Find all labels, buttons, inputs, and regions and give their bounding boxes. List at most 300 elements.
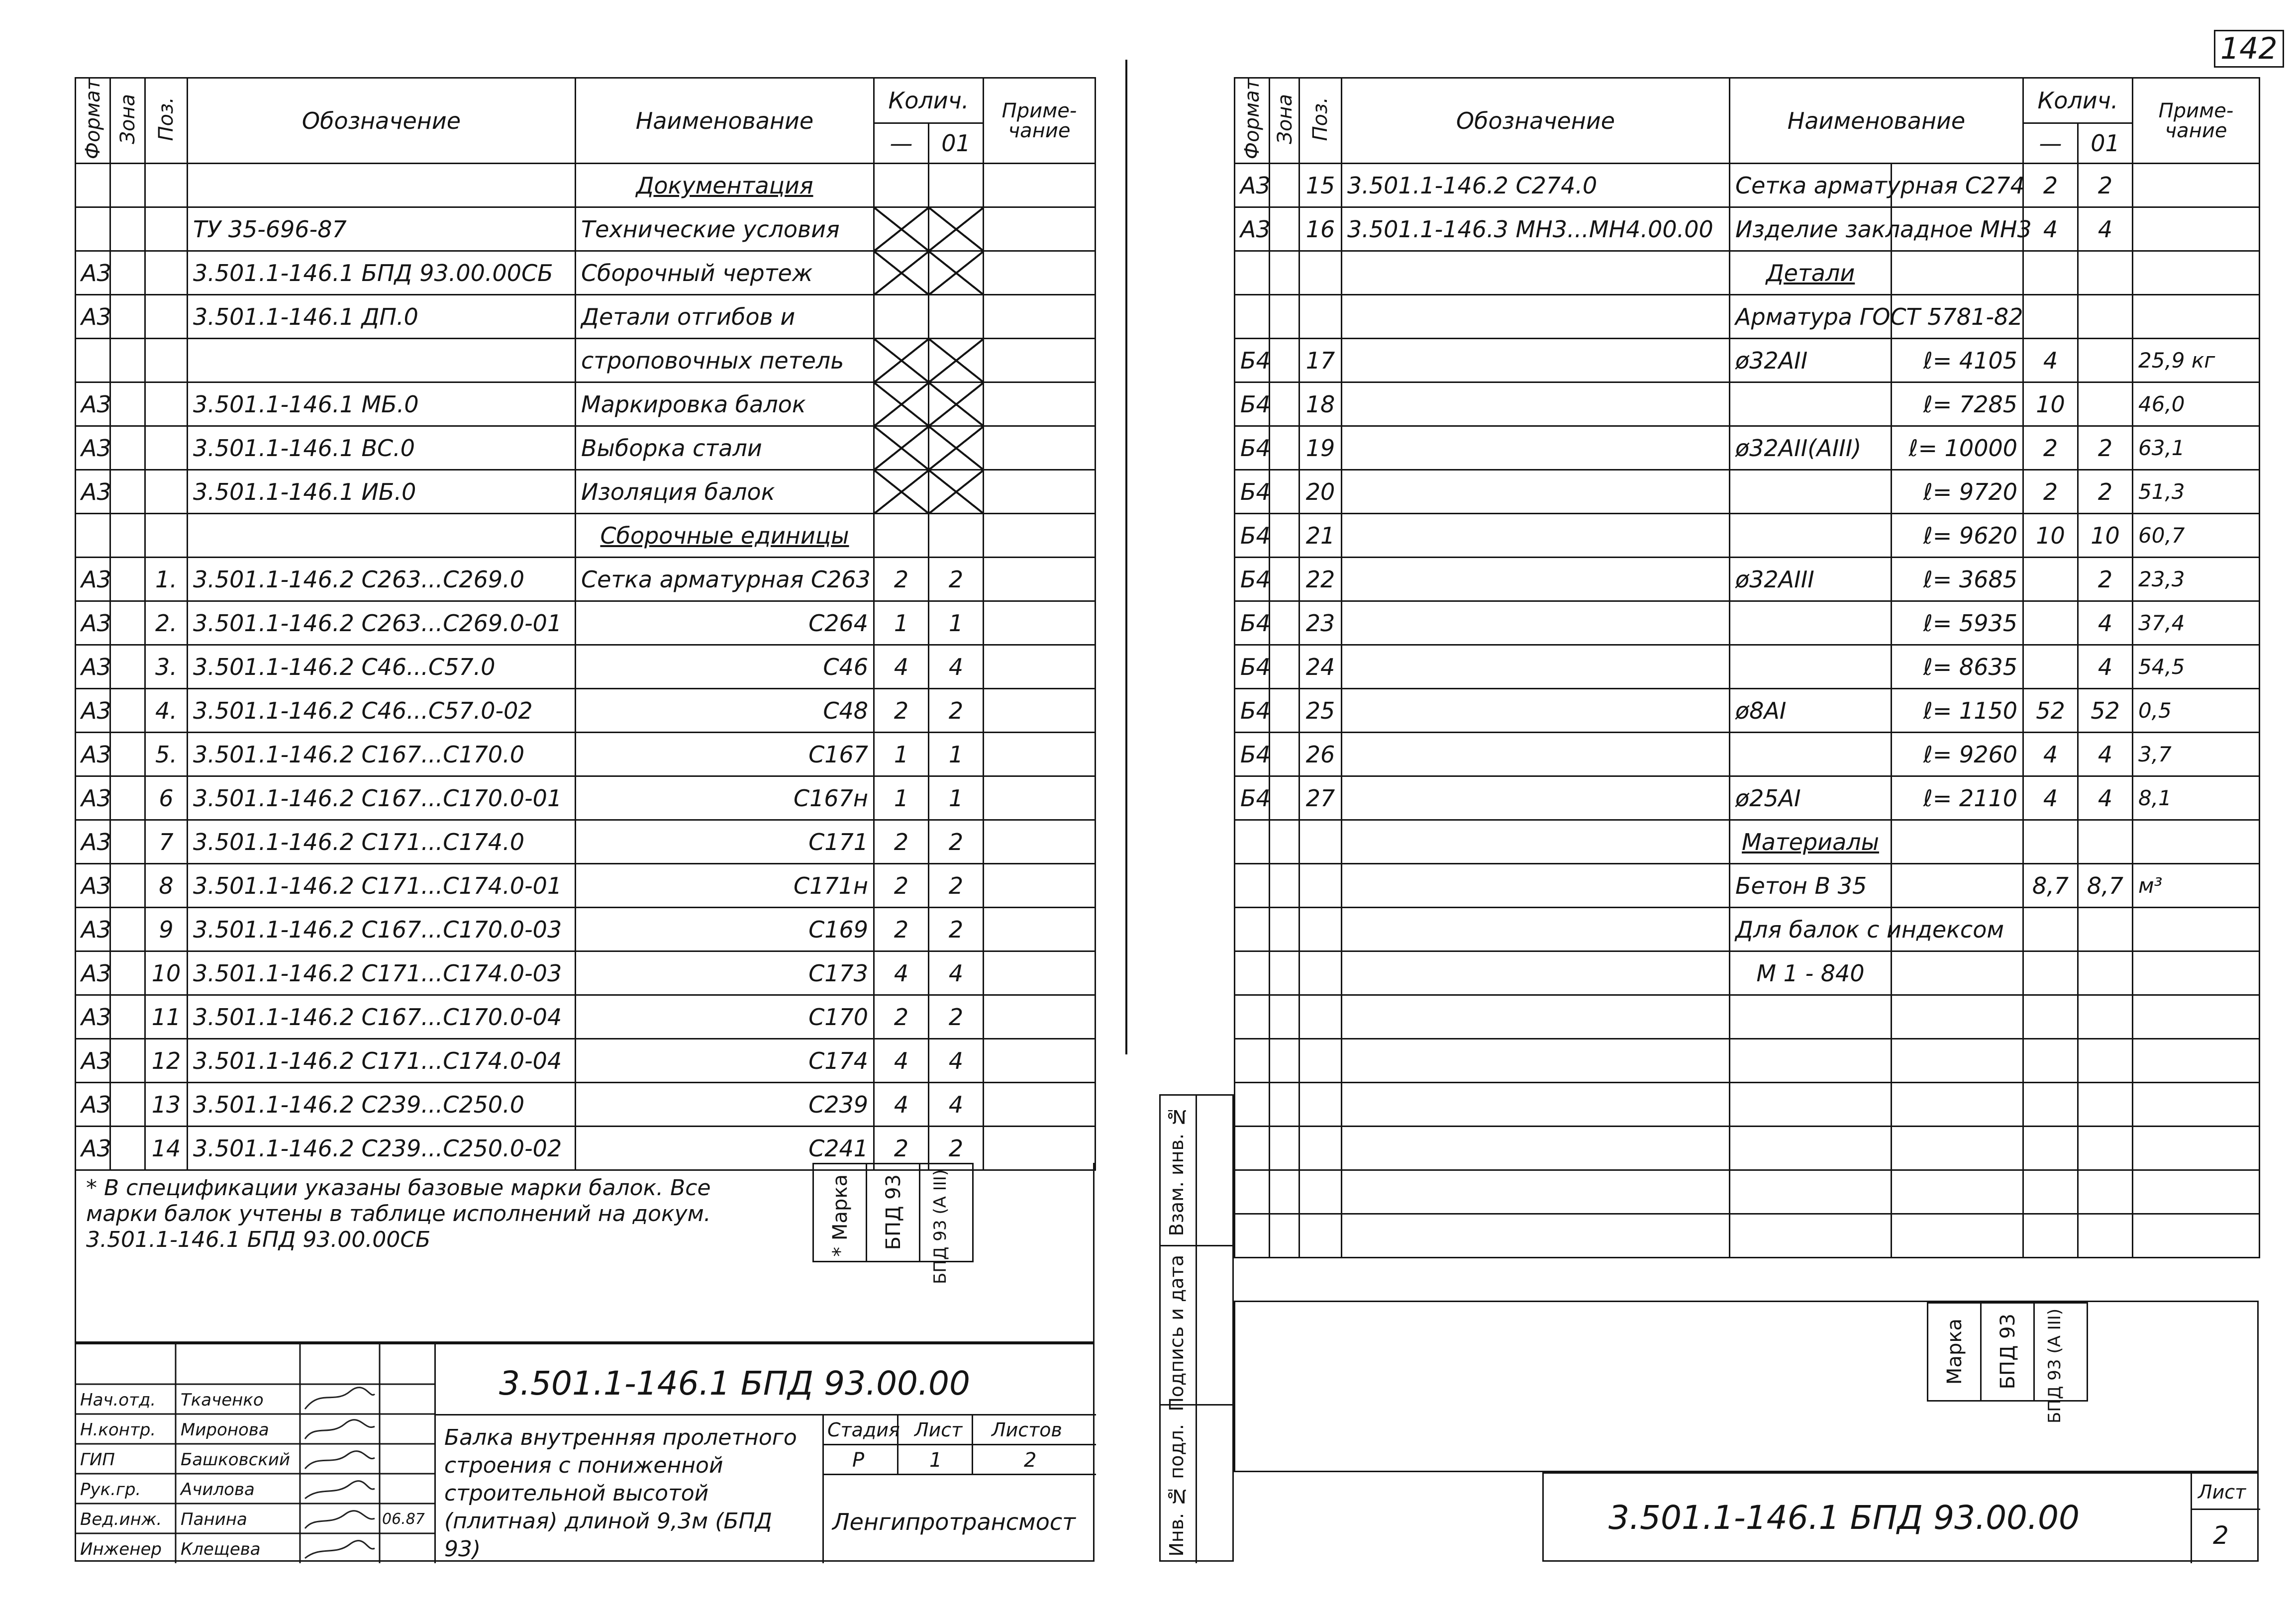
cell-q2 <box>929 470 984 514</box>
signature-role: Н.контр. <box>80 1420 156 1440</box>
col-pos-header: Поз. <box>145 78 188 164</box>
footnote-text: * В спецификации указаны базовые марки балок. Все марки балок учтены в таблице исполнений на докум. 3.501.1-146.1 БПД 93.00.00СБ <box>86 1175 711 1252</box>
cell-q2 <box>2078 1170 2133 1214</box>
cell-q1 <box>874 470 929 514</box>
stage-hline-2 <box>822 1474 1096 1475</box>
signature-row <box>76 1474 434 1504</box>
signature-name: Башковский <box>181 1450 291 1470</box>
col-zone-header: Зона <box>110 78 145 164</box>
cell-pos: 4. <box>145 689 188 733</box>
cell-q1: 2 <box>874 908 929 951</box>
cell-q1: 8,7 <box>2023 864 2078 908</box>
cell-pos: 10 <box>145 951 188 995</box>
table-row <box>76 339 1096 382</box>
cell-note <box>984 820 1096 864</box>
cell-note <box>984 251 1096 295</box>
col-qty-01: 01 <box>929 123 984 164</box>
sheets-label: Листов <box>992 1419 1062 1441</box>
cell-fmt <box>1235 295 1270 339</box>
signature-name: Панина <box>181 1509 247 1529</box>
cell-pos: 5. <box>145 733 188 776</box>
cell-des: 3.501.1-146.3 МН3...МН4.00.00 <box>1342 207 1730 251</box>
table-row <box>76 514 1096 558</box>
cell-name: С239 <box>576 1083 874 1127</box>
cell-name: Сборочный чертеж <box>576 251 874 295</box>
cell-name: ø32АII <box>1730 339 1892 382</box>
cell-pos: 19 <box>1299 426 1342 470</box>
cell-name <box>1730 1214 1892 1258</box>
cell-fmt: А3 <box>76 601 110 645</box>
cell-des <box>1342 426 1730 470</box>
cell-des: 3.501.1-146.2 С239...С250.0-02 <box>188 1127 576 1170</box>
cell-note <box>984 864 1096 908</box>
cell-note <box>2133 951 2260 995</box>
cell-len: ℓ= 9720 <box>1892 470 2023 514</box>
cell-q2: 4 <box>2078 601 2133 645</box>
cell-q1: 4 <box>874 645 929 689</box>
table-row <box>76 1039 1096 1083</box>
table-row <box>76 951 1096 995</box>
cell-zone <box>110 339 145 382</box>
cell-zone <box>110 514 145 558</box>
cell-des <box>1342 908 1730 951</box>
signature-role: Нач.отд. <box>80 1390 156 1410</box>
cell-note <box>984 645 1096 689</box>
cell-zone <box>1270 558 1299 601</box>
right-spec-table <box>1234 77 2260 1258</box>
cell-q1 <box>874 295 929 339</box>
cell-note <box>2133 164 2260 207</box>
cell-pos <box>1299 251 1342 295</box>
cell-name: С169 <box>576 908 874 951</box>
table-row <box>1235 951 2260 995</box>
cell-pos <box>1299 820 1342 864</box>
cell-q2 <box>2078 295 2133 339</box>
cell-des <box>1342 339 1730 382</box>
marka-cell: * Марка <box>812 1163 867 1262</box>
cell-q2: 1 <box>929 733 984 776</box>
table-row <box>76 382 1096 426</box>
cell-fmt: А3 <box>76 295 110 339</box>
table-row <box>76 820 1096 864</box>
left-doc-code: 3.501.1-146.1 БПД 93.00.00 <box>499 1364 971 1403</box>
cell-q1 <box>2023 645 2078 689</box>
cell-q1 <box>2023 820 2078 864</box>
cell-des: 3.501.1-146.1 МБ.0 <box>188 382 576 426</box>
cell-name <box>1730 382 1892 426</box>
table-row <box>76 426 1096 470</box>
cell-q1: 1 <box>874 776 929 820</box>
r-marka-cell: Марка <box>1927 1302 1982 1402</box>
cell-zone <box>1270 645 1299 689</box>
left-spec-body <box>76 164 1096 1170</box>
cell-len: ℓ= 2110 <box>1892 776 2023 820</box>
table-row <box>1235 601 2260 645</box>
signature-role: ГИП <box>80 1450 115 1470</box>
cell-q2 <box>2078 339 2133 382</box>
cell-pos: 27 <box>1299 776 1342 820</box>
cell-note <box>984 689 1096 733</box>
cell-q2 <box>929 382 984 426</box>
cell-q2: 8,7 <box>2078 864 2133 908</box>
r-col-format-header: Формат <box>1235 78 1270 164</box>
cell-fmt: А3 <box>1235 164 1270 207</box>
cell-note <box>984 207 1096 251</box>
right-sheet <box>1159 0 2278 1603</box>
cell-len: ℓ= 8635 <box>1892 645 2023 689</box>
cell-q2: 1 <box>929 776 984 820</box>
cell-q2 <box>2078 1127 2133 1170</box>
cell-note <box>2133 1214 2260 1258</box>
cell-pos: 12 <box>145 1039 188 1083</box>
cell-pos <box>1299 864 1342 908</box>
cell-q2: 4 <box>929 645 984 689</box>
cell-note <box>984 339 1096 382</box>
cell-fmt: Б4 <box>1235 776 1270 820</box>
cell-fmt <box>76 514 110 558</box>
table-row <box>1235 776 2260 820</box>
cell-des: 3.501.1-146.2 С263...С269.0 <box>188 558 576 601</box>
cell-q2 <box>2078 382 2133 426</box>
cell-zone <box>110 251 145 295</box>
cell-name: С48 <box>576 689 874 733</box>
table-row <box>1235 689 2260 733</box>
cell-len: ℓ= 3685 <box>1892 558 2023 601</box>
table-row <box>1235 295 2260 339</box>
cell-des <box>1342 558 1730 601</box>
cell-len: ℓ= 9260 <box>1892 733 2023 776</box>
left-title-block <box>75 1343 1095 1562</box>
cell-zone <box>110 164 145 207</box>
cell-des: 3.501.1-146.1 ИБ.0 <box>188 470 576 514</box>
table-row <box>76 251 1096 295</box>
cell-note: 63,1 <box>2133 426 2260 470</box>
cell-des <box>1342 1039 1730 1083</box>
cell-des: 3.501.1-146.2 С167...С170.0 <box>188 733 576 776</box>
cell-name <box>1730 733 1892 776</box>
cell-name: С167 <box>576 733 874 776</box>
cell-pos <box>145 470 188 514</box>
cell-zone <box>110 645 145 689</box>
cell-len <box>1892 1214 2023 1258</box>
cell-zone <box>1270 689 1299 733</box>
cell-pos <box>1299 908 1342 951</box>
col-note-header: Приме-чание <box>984 78 1096 164</box>
cell-fmt: А3 <box>76 689 110 733</box>
cell-fmt <box>1235 1170 1270 1214</box>
cell-zone <box>1270 164 1299 207</box>
r-col-name-header: Наименование <box>1730 78 2023 164</box>
left-spec-table <box>75 77 1096 1171</box>
cell-fmt: Б4 <box>1235 558 1270 601</box>
cell-zone <box>1270 995 1299 1039</box>
cell-fmt: А3 <box>76 820 110 864</box>
cell-des <box>1342 1170 1730 1214</box>
r-col-qty-header: Колич. <box>2023 78 2133 123</box>
table-row <box>1235 733 2260 776</box>
cell-q2 <box>929 514 984 558</box>
cell-q2 <box>2078 820 2133 864</box>
right-doc-code: 3.501.1-146.1 БПД 93.00.00 <box>1608 1499 2080 1537</box>
cell-name: Маркировка балок <box>576 382 874 426</box>
signature-name: Ачилова <box>181 1480 255 1500</box>
cell-len <box>1892 1170 2023 1214</box>
cell-q1 <box>2023 1083 2078 1127</box>
cell-q1 <box>2023 601 2078 645</box>
cell-q1 <box>2023 1214 2078 1258</box>
cell-name: М 1 - 840 <box>1730 951 1892 995</box>
cell-pos: 16 <box>1299 207 1342 251</box>
cell-des <box>1342 514 1730 558</box>
cell-zone <box>110 470 145 514</box>
table-row <box>1235 1214 2260 1258</box>
cell-note: 46,0 <box>2133 382 2260 426</box>
cell-q2 <box>2078 951 2133 995</box>
cell-q1: 1 <box>874 601 929 645</box>
organization: Ленгипротрансмост <box>832 1509 1076 1535</box>
cell-pos: 26 <box>1299 733 1342 776</box>
cell-pos <box>145 207 188 251</box>
r-marka-v2-cell: БПД 93 (А III) <box>2033 1302 2088 1402</box>
cell-zone <box>1270 820 1299 864</box>
cell-note: 54,5 <box>2133 645 2260 689</box>
title-hdivider <box>434 1414 1096 1415</box>
table-row <box>76 908 1096 951</box>
col-name-header: Наименование <box>576 78 874 164</box>
table-row <box>76 601 1096 645</box>
table-row <box>76 645 1096 689</box>
cell-name: С174 <box>576 1039 874 1083</box>
right-marka-box <box>1234 1301 2259 1472</box>
cell-len: ℓ= 5935 <box>1892 601 2023 645</box>
table-row <box>1235 820 2260 864</box>
table-row <box>1235 470 2260 514</box>
cell-note <box>2133 295 2260 339</box>
cell-pos: 9 <box>145 908 188 951</box>
cell-pos <box>1299 1127 1342 1170</box>
cell-pos: 11 <box>145 995 188 1039</box>
col-qty-header: Колич. <box>874 78 984 123</box>
left-footnote-box <box>75 1163 1095 1343</box>
cell-des: 3.501.1-146.2 С171...С174.0-01 <box>188 864 576 908</box>
left-sheet <box>75 0 1095 1603</box>
cell-fmt: А3 <box>76 1083 110 1127</box>
title-signature-grid <box>76 1344 434 1563</box>
cell-fmt: А3 <box>76 908 110 951</box>
table-row <box>76 864 1096 908</box>
cell-fmt: А3 <box>76 382 110 426</box>
cell-pos: 15 <box>1299 164 1342 207</box>
cell-pos: 7 <box>145 820 188 864</box>
right-sheet-label: Лист <box>2198 1481 2246 1503</box>
cell-zone <box>1270 1039 1299 1083</box>
cell-q1 <box>2023 558 2078 601</box>
cell-note <box>2133 1127 2260 1170</box>
cell-pos <box>1299 1083 1342 1127</box>
cell-q2 <box>929 207 984 251</box>
cell-pos <box>145 339 188 382</box>
cell-name: ø32АIII <box>1730 558 1892 601</box>
cell-zone <box>110 733 145 776</box>
cell-note <box>984 558 1096 601</box>
cell-zone <box>1270 601 1299 645</box>
cell-pos: 13 <box>145 1083 188 1127</box>
cell-des <box>1342 382 1730 426</box>
signature-date: 06.87 <box>382 1510 425 1528</box>
cell-zone <box>110 995 145 1039</box>
marka-v2-cell: БПД 93 (А III) <box>919 1163 974 1262</box>
cell-q2 <box>929 339 984 382</box>
cell-zone <box>110 908 145 951</box>
side-label-inv: Инв. № подл. <box>1166 1424 1188 1557</box>
cell-q2: 4 <box>929 1083 984 1127</box>
cell-des <box>188 164 576 207</box>
cell-fmt <box>1235 995 1270 1039</box>
cell-q2 <box>929 295 984 339</box>
cell-q2: 2 <box>2078 426 2133 470</box>
cell-note: 37,4 <box>2133 601 2260 645</box>
table-row <box>1235 339 2260 382</box>
table-row <box>1235 995 2260 1039</box>
cell-name: С170 <box>576 995 874 1039</box>
cell-q1: 2 <box>874 995 929 1039</box>
cell-q2: 4 <box>2078 207 2133 251</box>
cell-q2 <box>929 251 984 295</box>
cell-pos: 23 <box>1299 601 1342 645</box>
stage-divider <box>822 1414 824 1563</box>
cell-q1: 2 <box>2023 164 2078 207</box>
cell-fmt: А3 <box>76 558 110 601</box>
cell-zone <box>1270 514 1299 558</box>
cell-q2: 4 <box>2078 645 2133 689</box>
cell-pos: 22 <box>1299 558 1342 601</box>
cell-name: ø25АI <box>1730 776 1892 820</box>
cell-zone <box>110 207 145 251</box>
cell-zone <box>1270 1214 1299 1258</box>
cell-name: Сетка арматурная С274 <box>1730 164 1892 207</box>
cell-des: 3.501.1-146.2 С167...С170.0-03 <box>188 908 576 951</box>
cell-fmt <box>1235 951 1270 995</box>
cell-len <box>1892 995 2023 1039</box>
sheet-value: 1 <box>929 1449 942 1472</box>
cell-fmt <box>1235 1214 1270 1258</box>
cell-des <box>1342 251 1730 295</box>
cell-pos <box>1299 1170 1342 1214</box>
cell-des <box>1342 995 1730 1039</box>
cell-name <box>1730 645 1892 689</box>
cell-q2: 2 <box>2078 558 2133 601</box>
cell-zone <box>1270 251 1299 295</box>
cell-q1 <box>2023 1039 2078 1083</box>
cell-name: Изоляция балок <box>576 470 874 514</box>
table-row <box>76 164 1096 207</box>
cell-des: 3.501.1-146.2 С171...С174.0-03 <box>188 951 576 995</box>
cell-name: Материалы <box>1730 820 1892 864</box>
cell-name: Бетон В 35 <box>1730 864 1892 908</box>
cell-name: С264 <box>576 601 874 645</box>
cell-note <box>984 164 1096 207</box>
right-title-block <box>1542 1472 2259 1562</box>
cell-pos <box>1299 295 1342 339</box>
cell-des: 3.501.1-146.2 С167...С170.0-04 <box>188 995 576 1039</box>
table-row <box>1235 426 2260 470</box>
cell-name: С46 <box>576 645 874 689</box>
cell-note <box>2133 820 2260 864</box>
cell-des <box>1342 295 1730 339</box>
cell-note <box>984 382 1096 426</box>
cell-name: Детали <box>1730 251 1892 295</box>
cell-name: строповочных петель <box>576 339 874 382</box>
cell-pos <box>145 251 188 295</box>
cell-q1 <box>2023 251 2078 295</box>
cell-des: 3.501.1-146.1 БПД 93.00.00СБ <box>188 251 576 295</box>
signature-role: Вед.инж. <box>80 1509 162 1529</box>
cell-des <box>1342 951 1730 995</box>
cell-pos: 21 <box>1299 514 1342 558</box>
cell-pos: 3. <box>145 645 188 689</box>
cell-des <box>1342 1214 1730 1258</box>
right-spec-body <box>1235 164 2260 1258</box>
r-col-qty-01: 01 <box>2078 123 2133 164</box>
cell-name: Выборка стали <box>576 426 874 470</box>
cell-q1 <box>2023 951 2078 995</box>
cell-len <box>1892 251 2023 295</box>
cell-zone <box>1270 339 1299 382</box>
cell-q1 <box>2023 908 2078 951</box>
cell-q1 <box>874 251 929 295</box>
cell-q1: 4 <box>874 951 929 995</box>
table-row <box>76 207 1096 251</box>
cell-q1: 2 <box>2023 426 2078 470</box>
cell-q2: 2 <box>929 1127 984 1170</box>
cell-name <box>1730 1039 1892 1083</box>
cell-note: 23,3 <box>2133 558 2260 601</box>
stage-value: Р <box>852 1449 865 1472</box>
cell-note <box>2133 251 2260 295</box>
cell-pos <box>145 514 188 558</box>
r-marka-v1-cell: БПД 93 <box>1980 1302 2035 1402</box>
cell-note <box>984 995 1096 1039</box>
cell-des <box>188 339 576 382</box>
cell-len: ℓ= 1150 <box>1892 689 2023 733</box>
fold-line <box>1125 60 1127 1054</box>
cell-q1: 4 <box>2023 339 2078 382</box>
cell-name: ø32АII(АIII) <box>1730 426 1892 470</box>
cell-name <box>1730 995 1892 1039</box>
table-row <box>1235 514 2260 558</box>
signature-row <box>76 1504 434 1533</box>
cell-len: ℓ= 4105 <box>1892 339 2023 382</box>
cell-name <box>1730 1170 1892 1214</box>
cell-zone <box>110 1039 145 1083</box>
cell-name: ø8АI <box>1730 689 1892 733</box>
signature-row <box>76 1414 434 1444</box>
cell-note: 0,5 <box>2133 689 2260 733</box>
cell-des: 3.501.1-146.1 ДП.0 <box>188 295 576 339</box>
cell-note <box>984 1083 1096 1127</box>
cell-pos <box>145 382 188 426</box>
side-label-repl: Взам. инв. № <box>1166 1106 1188 1236</box>
cell-note <box>984 776 1096 820</box>
cell-pos: 1. <box>145 558 188 601</box>
cell-name: Изделие закладное МН3 <box>1730 207 1892 251</box>
cell-fmt: А3 <box>76 251 110 295</box>
cell-q1 <box>874 164 929 207</box>
cell-fmt: А3 <box>76 776 110 820</box>
cell-des: 3.501.1-146.2 С239...С250.0 <box>188 1083 576 1127</box>
r-col-zone-header: Зона <box>1270 78 1299 164</box>
signature-name: Клещева <box>181 1539 261 1559</box>
